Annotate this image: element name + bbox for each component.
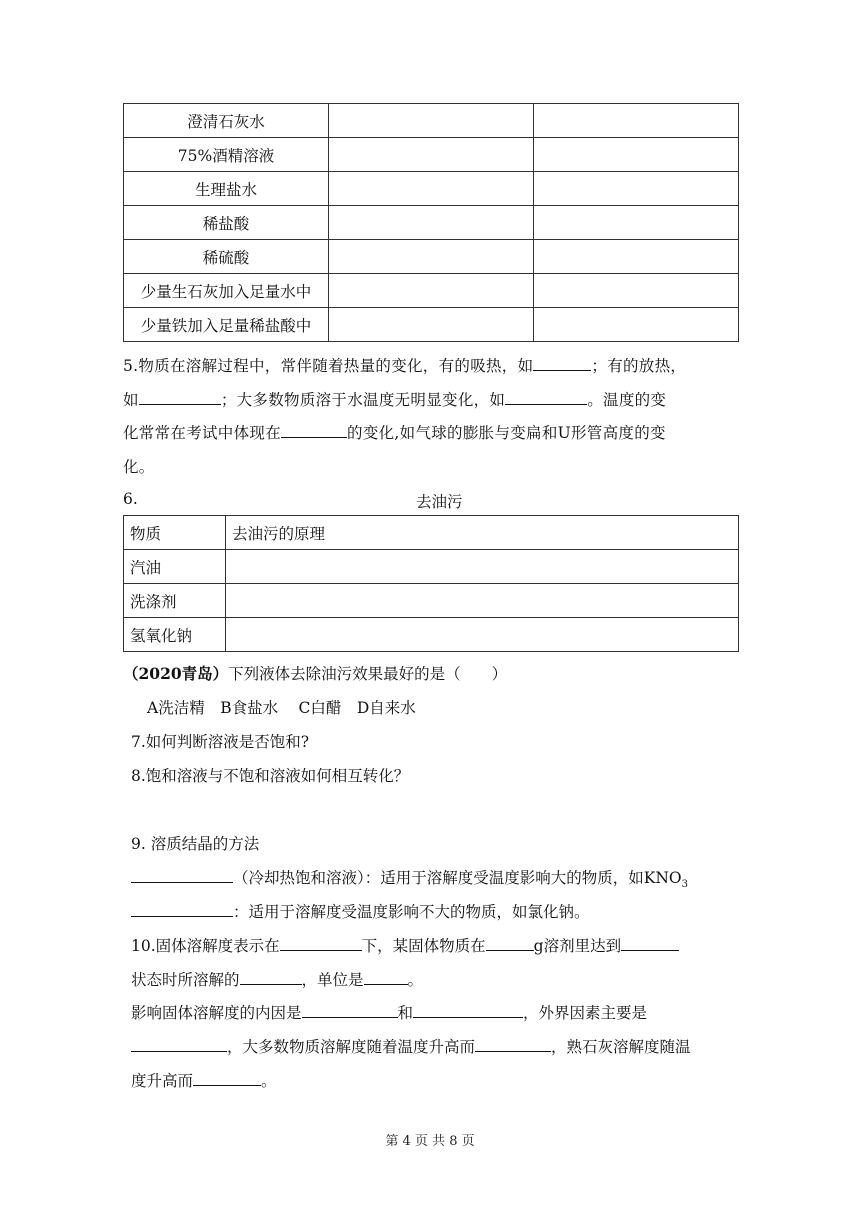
q9-line-2 [131, 900, 590, 922]
q5-text: 。温度的变 [587, 391, 667, 409]
q10-text: 。 [407, 971, 424, 989]
answer-blank[interactable] [364, 970, 408, 985]
q10-text: 和 [397, 1004, 414, 1022]
empty-cell[interactable] [226, 550, 739, 584]
q10-text: 。 [261, 1072, 277, 1090]
answer-blank[interactable] [139, 390, 221, 405]
answer-blank[interactable] [131, 902, 233, 917]
q6-question [123, 662, 507, 684]
empty-cell[interactable] [534, 172, 739, 206]
table-cell: 澄清石灰水 [124, 104, 329, 138]
q10-text: ，熟石灰溶解度随温 [551, 1038, 691, 1056]
table-cell: 少量生石灰加入足量水中 [124, 274, 329, 308]
q10-line-1 [131, 934, 679, 956]
q5-line-2 [123, 388, 666, 410]
table-row [124, 584, 739, 618]
answer-blank[interactable] [475, 1037, 551, 1052]
answer-blank[interactable] [193, 1071, 261, 1086]
empty-cell[interactable] [329, 138, 534, 172]
answer-blank[interactable] [131, 1037, 227, 1052]
table-cell: 洗涤剂 [124, 584, 226, 618]
empty-cell[interactable] [534, 104, 739, 138]
q5-text: 5.物质在溶解过程中，常伴随着热量的变化，有的吸热，如 [123, 357, 534, 375]
answer-blank[interactable] [240, 970, 302, 985]
empty-cell[interactable] [329, 172, 534, 206]
table-header-row [124, 516, 739, 550]
answer-blank[interactable] [505, 390, 587, 405]
q10-text: 状态时所溶解的 [131, 971, 240, 989]
table-cell: 氢氧化钠 [124, 618, 226, 652]
table-cell: 汽油 [124, 550, 226, 584]
q10-text: ，单位是 [301, 971, 364, 989]
solution-table [123, 103, 739, 342]
table-row [124, 308, 739, 342]
answer-blank[interactable] [281, 423, 347, 438]
q7-text: 7.如何判断溶液是否饱和? [131, 733, 310, 751]
degreasing-table [123, 515, 739, 652]
table-row [124, 104, 739, 138]
table-row [124, 550, 739, 584]
header-cell: 去油污的原理 [226, 516, 739, 550]
empty-cell[interactable] [534, 240, 739, 274]
q10-text: 度升高而 [131, 1072, 194, 1090]
q10-line-3 [131, 1001, 647, 1023]
q10-text: ，大多数物质溶解度随着温度升高而 [227, 1038, 476, 1056]
empty-cell[interactable] [329, 308, 534, 342]
q5-line-3 [123, 421, 666, 443]
table-cell: 75%酒精溶液 [124, 138, 329, 172]
subscript: 3 [681, 879, 688, 891]
q10-text: 影响固体溶解度的内因是 [131, 1004, 302, 1022]
table-row [124, 206, 739, 240]
page-footer: 第 4 页 共 8 页 [385, 1134, 475, 1149]
q10-text: 10.固体溶解度表示在 [131, 937, 280, 955]
empty-cell[interactable] [329, 240, 534, 274]
q8-text: 8.饱和溶液与不饱和溶液如何相互转化？ [131, 767, 410, 785]
q9-title: 9. 溶质结晶的方法 [131, 835, 260, 853]
question-text: 下列液体去除油污效果最好的是（ ） [228, 665, 508, 683]
empty-cell[interactable] [226, 618, 739, 652]
q9-text: ：适用于溶解度受温度影响不大的物质，如氯化钠。 [233, 903, 590, 921]
empty-cell[interactable] [534, 138, 739, 172]
table-cell: 生理盐水 [124, 172, 329, 206]
answer-blank[interactable] [280, 936, 362, 951]
table-cell: 少量铁加入足量稀盐酸中 [124, 308, 329, 342]
q6-number: 6. [123, 490, 138, 508]
answer-blank[interactable] [621, 936, 679, 951]
table-row [124, 138, 739, 172]
empty-cell[interactable] [329, 274, 534, 308]
q9-text: （冷却热饱和溶液）：适用于溶解度受温度影响大的物质，如KNO [233, 869, 682, 887]
q10-text: g溶剂里达到 [533, 937, 622, 955]
source-label: （2020青岛） [123, 664, 229, 683]
table-row [124, 274, 739, 308]
q6-options: A洗洁精 B食盐水 C白醋 D自来水 [147, 699, 416, 717]
empty-cell[interactable] [226, 584, 739, 618]
table-row [124, 618, 739, 652]
q9-line-1 [131, 866, 688, 890]
q5-line-4: 化。 [123, 458, 155, 476]
empty-cell[interactable] [534, 206, 739, 240]
q5-text: 的变化,如气球的膨胀与变扁和U形管高度的变 [347, 424, 666, 442]
empty-cell[interactable] [534, 274, 739, 308]
q5-text: 如 [123, 391, 139, 409]
empty-cell[interactable] [329, 206, 534, 240]
empty-cell[interactable] [534, 308, 739, 342]
table-row [124, 172, 739, 206]
q5-text: 化常常在考试中体现在 [123, 424, 282, 442]
q10-line-2 [131, 968, 423, 990]
q5-line-1 [123, 354, 686, 376]
header-cell: 物质 [124, 516, 226, 550]
table-row [124, 240, 739, 274]
q5-text: ；大多数物质溶于水温度无明显变化，如 [220, 391, 506, 409]
answer-blank[interactable] [486, 936, 534, 951]
table-cell: 稀硫酸 [124, 240, 329, 274]
empty-cell[interactable] [329, 104, 534, 138]
q5-text: ；有的放热， [591, 357, 687, 375]
q10-text: ，外界因素主要是 [523, 1004, 648, 1022]
answer-blank[interactable] [131, 868, 233, 883]
q10-line-5 [131, 1069, 277, 1091]
answer-blank[interactable] [302, 1003, 398, 1018]
answer-blank[interactable] [413, 1003, 523, 1018]
q10-line-4 [131, 1035, 691, 1057]
table-cell: 稀盐酸 [124, 206, 329, 240]
q6-title: 去油污 [416, 493, 463, 511]
q10-text: 下，某固体物质在 [361, 937, 486, 955]
answer-blank[interactable] [533, 356, 591, 371]
